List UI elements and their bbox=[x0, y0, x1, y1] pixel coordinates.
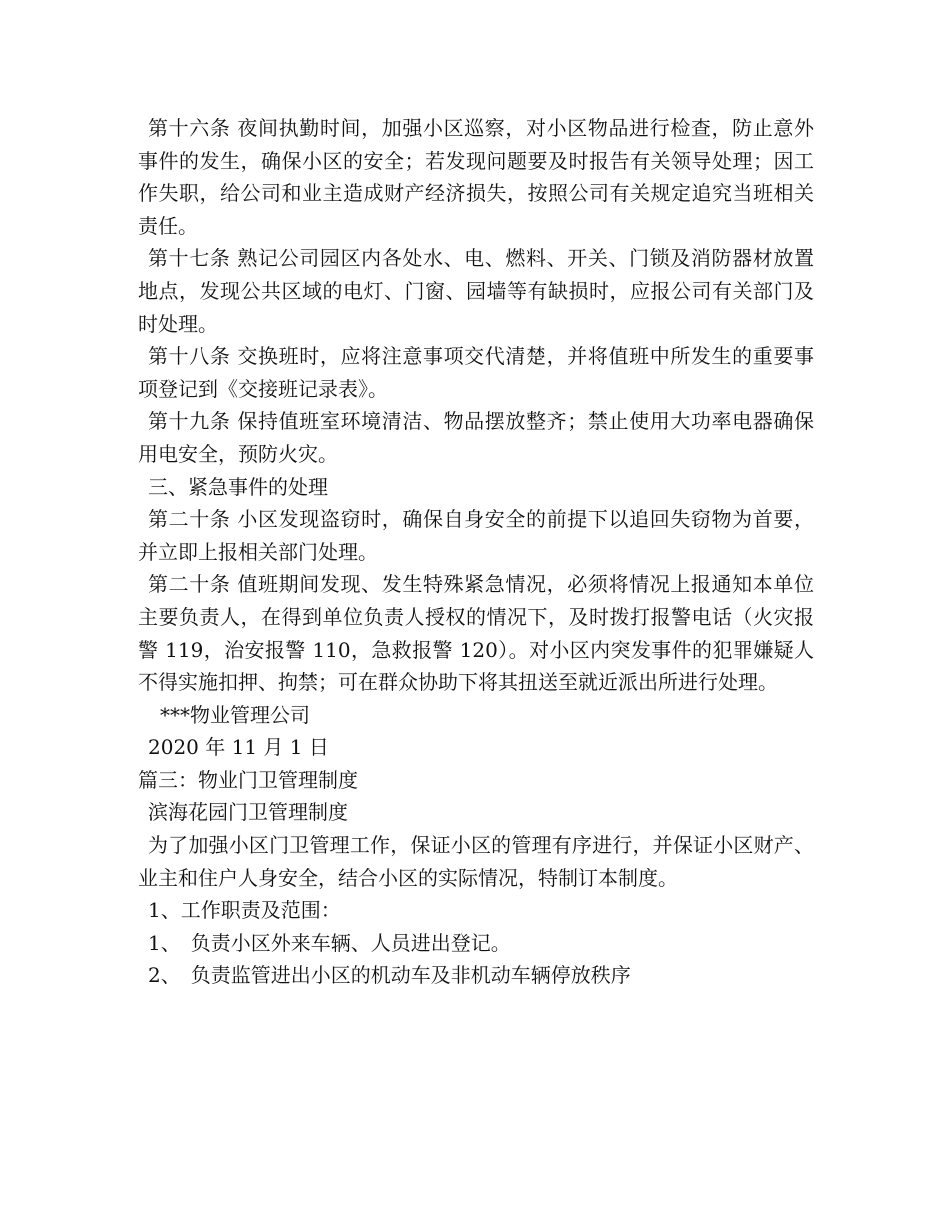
company-signature: ***物业管理公司 bbox=[160, 702, 310, 727]
part-three-title: 篇三：物业门卫管理制度 bbox=[138, 767, 358, 792]
section-heading-emergency: 三、紧急事件的处理 bbox=[148, 474, 328, 499]
article-20-emergency: 第二十条 值班期间发现、发生特殊紧急情况，必须将情况上报通知本单位主要负责人，在得到单位负责人授权的情况下，及时拨打报警电话（火灾报警 119，治安报警 110，急救报警 120）。对小区内突发事件的犯罪嫌疑人不得实施扣押、拘禁；可在群众协助下将其扭送至就近派出所进行处理。 bbox=[138, 572, 814, 695]
article-16: 第十六条 夜间执勤时间，加强小区巡察，对小区物品进行检查，防止意外事件的发生，确保小区的安全；若发现问题要及时报告有关领导处理；因工作失职，给公司和业主造成财产经济损失，按照公司有关规定追究当班相关责任。 bbox=[138, 116, 814, 238]
duty-item-1: 1、 负责小区外来车辆、人员进出登记。 bbox=[148, 930, 511, 955]
duties-heading: 1、工作职责及范围： bbox=[148, 898, 341, 923]
intro-paragraph: 为了加强小区门卫管理工作，保证小区的管理有序进行，并保证小区财产、业主和住户人身安全，结合小区的实际情况，特制订本制度。 bbox=[138, 833, 814, 890]
duty-item-2: 2、 负责监管进出小区的机动车及非机动车辆停放秩序 bbox=[148, 963, 631, 988]
article-20-theft: 第二十条 小区发现盗窃时，确保自身安全的前提下以追回失窃物为首要，并立即上报相关部门处理。 bbox=[138, 507, 814, 564]
document-title: 滨海花园门卫管理制度 bbox=[148, 800, 348, 825]
article-17: 第十七条 熟记公司园区内各处水、电、燃料、开关、门锁及消防器材放置地点，发现公共区域的电灯、门窗、园墙等有缺损时，应报公司有关部门及时处理。 bbox=[138, 246, 814, 336]
document-page bbox=[138, 112, 814, 992]
article-19: 第十九条 保持值班室环境清洁、物品摆放整齐；禁止使用大功率电器确保用电安全，预防火灾。 bbox=[138, 409, 814, 466]
signature-date: 2020 年 11 月 1 日 bbox=[148, 735, 329, 760]
article-18: 第十八条 交换班时，应将注意事项交代清楚，并将值班中所发生的重要事项登记到《交接班记录表》。 bbox=[138, 344, 814, 401]
